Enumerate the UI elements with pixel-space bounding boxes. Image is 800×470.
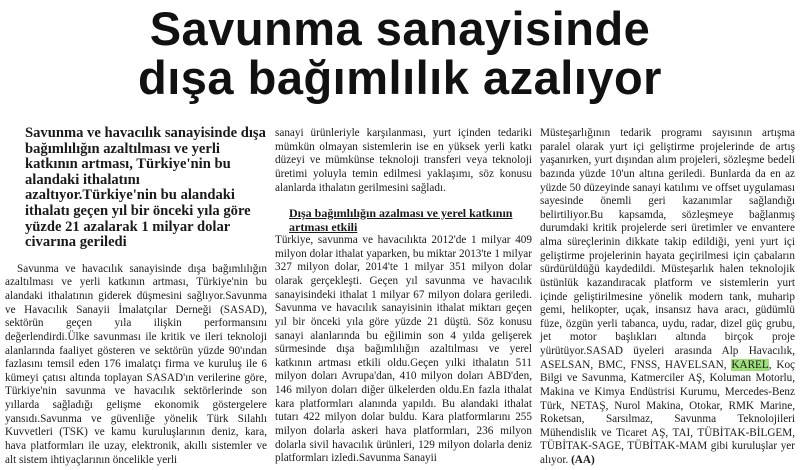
section-subheading: Dışa bağımlılığın azalması ve yerel katkının artması etkili [289, 206, 513, 235]
article-column-3 [540, 127, 795, 468]
body-paragraph: Türkiye, savunma ve havacılıkta 2012'de 1 milyar 409 milyon dolar ithalat yaparken, bu miktar 2013'te 1 milyar 327 milyon dolar, 2014'te 1 milyar 351 milyon dolar olarak gerçekleşti. Geçen yıl savunma ve havacılık sanayisindeki ithalat 1 milyar 67 milyon dolara geriledi. Savunma ve havacılık sanayisinin ithalat miktarı geçen yıl bir önceki yıla göre yüzde 21 düştü. Söz konusu sanayi alanlarında bu eğilimin son 4 yılda gelişerek sürmesinde dışa bağımlılığın azaltılması ve yerel katkının artması etkili oldu.Geçen yılki ithalatın 511 milyon doları Avrupa'dan, 410 milyon doları ABD'den, 146 milyon doları diğer ülkelerden oldu.En fazla ithalat kara platformları alanında yapıldı. Bu alandaki ithalat tutarı 422 milyon dolar buldu. Kara platformlarını 255 milyon dolarla askeri hava platformları, 236 milyon dolarla sivil havacılık ürünleri, 129 milyon dolarla deniz platformları izledi.Savunma Sanayii [275, 234, 532, 465]
headline-line-1: Savunma sanayisinde [149, 2, 651, 55]
body-paragraph [540, 127, 795, 468]
body-paragraph: sanayi ürünleriyle karşılanması, yurt içinden tedariki mümkün olmayan sistemlerin ise en yüksek yerli katkı düzeyi ve mümkünse teknoloji transferi veya teknoloji üretimi yoluyla temin edilmesi yaklaşımı, söz konusu alanlarda ithalatın gerilmesini sağladı. [275, 127, 532, 194]
body-text: Müsteşarlığının tedarik programı sayısının artışma paralel olarak yurt içi geliştirme projelerinde de artış yaşanırken, yurt dışından alım projeleri, sözleşme bedeli bazında yüzde 10'un altına geriledi. Bunlarda da en az yüzde 50 düzeyinde sanayi katılımı ve offset uygulaması sayesinde önemli geri kazanımlar sağlandığı belirtiliyor.Bu kapsamda, sözleşmeye bağlanmış durumdaki kritik projelerde seri üretimler ve envantere alma süreçlerinin dikkate takip edildiği, yeni yurt içi geliştirme projelerinin hayata geçirilmesi için çabaların sürdürüldüğü kaydedildi. Müsteşarlık halen teknolojik üstünlük kazandıracak platform ve sistemlerin yurt içinde geliştirilmesine yönelik modern tank, muharip gemi, helikopter, uçak, insansız hava aracı, güdümlü füze, özgün yerli tabanca, uydu, radar, dizel güç grubu, jet motor başlıkları altında birçok proje yürütüyor.SASAD üyeleri arasında Alp Havacılık, ASELSAN, BMC, FNSS, HAVELSAN, [540, 127, 795, 371]
lead-paragraph: Savunma ve havacılık sanayisinde dışa bağımlılığın azaltılması ve yerli katkının artması, Türkiye'nin bu alandaki ithalatını azaltıyor.Türkiye'nin bu alandaki ithalatı geçen yıl bir önceki yıla göre yüzde 21 azalarak 1 milyar dolar civarına geriledi [25, 125, 266, 251]
headline-line-2: dışa bağımlılık azalıyor [138, 51, 662, 104]
body-paragraph: Savunma ve havacılık sanayisinde dışa bağımlılığın azaltılması ve yerli katkının artması, Türkiye'nin bu alandaki ithalatının giderek düşmesini sağlıyor.Savunma ve Havacılık Sanayii İmalatçılar Derneği (SASAD), sektörün geçen yıla ilişkin performansını değerlendirdi.Ülke savunması ile kritik ve ileri teknoloji alanlarında faaliyet gösteren ve sektörün yüzde 90'ından fazlasını temsil eden 176 imalatçı firma ve kuruluş ile 6 kümeyi çatısı altında toplayan SASAD'ın verilerine göre, Türkiye'nin savunma ve havacılık sektörlerinde son yıllarda sağladığı gelişme ekonomik göstergelere yansıdı.Savunma ve güvenliğe yönelik Türk Silahlı Kuvvetleri (TSK) ve kamu kuruluşlarının deniz, kara, hava platformları ile uzay, elektronik, akıllı sistemler ve alt sistem ihtiyaçlarının öncelikle yerli [5, 262, 267, 466]
highlighted-company: KAREL [731, 358, 769, 371]
headline [8, 4, 792, 102]
body-text: , Koç Bilgi ve Savunma, Katmerciler AŞ, Koluman Motorlu, Makina ve Kimya Endüstrisi Kurumu, Mercedes-Benz Türk, NETAŞ, Nurol Makina, Otokar, RMK Marine, Roketsan, Sarsılmaz, Savunma Teknolojileri Mühendislik ve Ticaret AŞ, TAI, TÜBİTAK-BİLGEM, TÜBİTAK-SAGE, TÜBİTAK-MAM gibi kuruluşlar yer alıyor. [540, 358, 796, 466]
source-credit: (AA) [571, 454, 595, 466]
article-column-1 [5, 126, 267, 467]
article-column-2 [275, 127, 532, 466]
